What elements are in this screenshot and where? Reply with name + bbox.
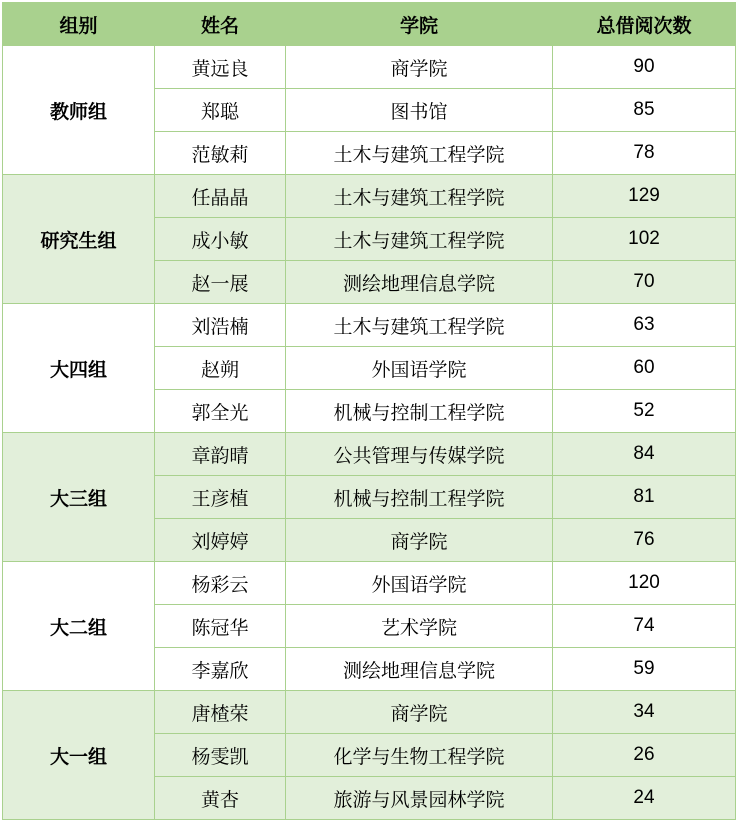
borrow-count-cell: 60 <box>553 347 736 390</box>
student-name-cell: 杨彩云 <box>155 562 286 605</box>
borrow-count-cell: 84 <box>553 433 736 476</box>
borrow-count-cell: 26 <box>553 734 736 777</box>
student-name-cell: 刘浩楠 <box>155 304 286 347</box>
group-name-cell: 教师组 <box>3 46 155 175</box>
college-cell: 机械与控制工程学院 <box>286 476 553 519</box>
header-group: 组别 <box>3 3 155 46</box>
college-cell: 旅游与风景园林学院 <box>286 777 553 820</box>
header-row <box>3 3 736 46</box>
college-cell: 土木与建筑工程学院 <box>286 218 553 261</box>
group-name-cell: 大四组 <box>3 304 155 433</box>
student-name-cell: 赵一展 <box>155 261 286 304</box>
table-row <box>3 175 736 218</box>
college-cell: 图书馆 <box>286 89 553 132</box>
header-name: 姓名 <box>155 3 286 46</box>
borrow-count-cell: 63 <box>553 304 736 347</box>
student-name-cell: 杨雯凯 <box>155 734 286 777</box>
college-cell: 商学院 <box>286 46 553 89</box>
college-cell: 商学院 <box>286 519 553 562</box>
student-name-cell: 唐楂荣 <box>155 691 286 734</box>
borrow-count-cell: 70 <box>553 261 736 304</box>
borrow-count-cell: 52 <box>553 390 736 433</box>
college-cell: 外国语学院 <box>286 347 553 390</box>
student-name-cell: 任晶晶 <box>155 175 286 218</box>
student-name-cell: 李嘉欣 <box>155 648 286 691</box>
table-row <box>3 46 736 89</box>
college-cell: 测绘地理信息学院 <box>286 261 553 304</box>
table-row <box>3 691 736 734</box>
college-cell: 化学与生物工程学院 <box>286 734 553 777</box>
student-name-cell: 王彦植 <box>155 476 286 519</box>
student-name-cell: 章韵晴 <box>155 433 286 476</box>
college-cell: 测绘地理信息学院 <box>286 648 553 691</box>
college-cell: 商学院 <box>286 691 553 734</box>
group-name-cell: 大一组 <box>3 691 155 820</box>
group-name-cell: 研究生组 <box>3 175 155 304</box>
borrow-count-cell: 90 <box>553 46 736 89</box>
student-name-cell: 范敏莉 <box>155 132 286 175</box>
college-cell: 公共管理与传媒学院 <box>286 433 553 476</box>
table-body <box>3 46 736 820</box>
borrow-count-cell: 74 <box>553 605 736 648</box>
borrow-count-cell: 120 <box>553 562 736 605</box>
borrow-count-cell: 85 <box>553 89 736 132</box>
student-name-cell: 郭全光 <box>155 390 286 433</box>
borrow-count-cell: 129 <box>553 175 736 218</box>
table-row <box>3 433 736 476</box>
borrow-count-cell: 78 <box>553 132 736 175</box>
header-total-borrows: 总借阅次数 <box>553 3 736 46</box>
student-name-cell: 黄远良 <box>155 46 286 89</box>
borrow-count-cell: 59 <box>553 648 736 691</box>
college-cell: 土木与建筑工程学院 <box>286 175 553 218</box>
group-name-cell: 大二组 <box>3 562 155 691</box>
student-name-cell: 陈冠华 <box>155 605 286 648</box>
college-cell: 艺术学院 <box>286 605 553 648</box>
table-row <box>3 562 736 605</box>
student-name-cell: 刘婷婷 <box>155 519 286 562</box>
borrow-count-cell: 102 <box>553 218 736 261</box>
college-cell: 土木与建筑工程学院 <box>286 132 553 175</box>
student-name-cell: 郑聪 <box>155 89 286 132</box>
student-name-cell: 赵朔 <box>155 347 286 390</box>
student-name-cell: 成小敏 <box>155 218 286 261</box>
borrow-count-cell: 24 <box>553 777 736 820</box>
borrow-count-cell: 34 <box>553 691 736 734</box>
borrowing-table <box>2 2 736 820</box>
borrow-count-cell: 81 <box>553 476 736 519</box>
college-cell: 土木与建筑工程学院 <box>286 304 553 347</box>
group-name-cell: 大三组 <box>3 433 155 562</box>
table-row <box>3 304 736 347</box>
college-cell: 外国语学院 <box>286 562 553 605</box>
student-name-cell: 黄杏 <box>155 777 286 820</box>
header-college: 学院 <box>286 3 553 46</box>
borrow-count-cell: 76 <box>553 519 736 562</box>
college-cell: 机械与控制工程学院 <box>286 390 553 433</box>
